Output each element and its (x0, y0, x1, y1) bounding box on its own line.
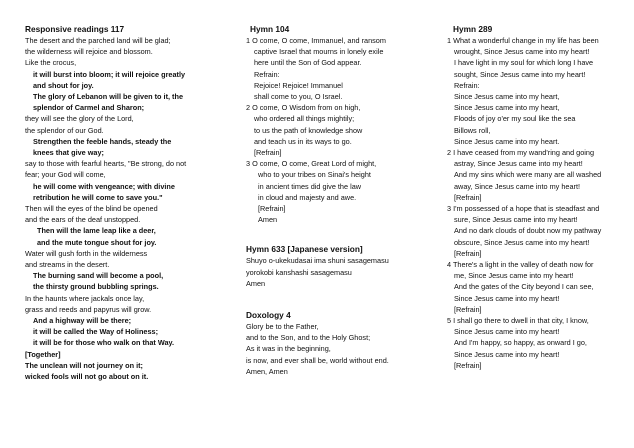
doxology-line: As it was in the beginning, (246, 344, 331, 354)
hymn289-line: Billows roll, (454, 125, 491, 135)
responsive-line: Then will the eyes of the blind be opened (25, 204, 158, 214)
responsive-line: wicked fools will not go about on it. (25, 372, 149, 382)
responsive-line: the splendor of our God. (25, 125, 104, 135)
doxology-title: Doxology 4 (246, 310, 291, 321)
responsive-line: and the mute tongue shout for joy. (37, 237, 157, 247)
responsive-line: it will be called the Way of Holiness; (33, 327, 159, 337)
hymn289-line: Since Jesus came into my heart, (454, 92, 560, 102)
responsive-line: splendor of Carmel and Sharon; (33, 103, 145, 113)
hymn289-line: And my sins which were many are all washed (454, 170, 602, 180)
hymn104-line: who to your tribes on Sinai's height (258, 170, 371, 180)
hymn289-line: [Refrain] (454, 248, 482, 258)
responsive-line: it will be for those who walk on that Way. (33, 338, 175, 348)
hymn289-line: I have light in my soul for which long I have (454, 58, 594, 68)
hymn289-line: astray, Since Jesus came into my heart! (454, 159, 583, 169)
hymn104-line: in cloud and majesty and awe. (258, 192, 357, 202)
hymn289-line: [Refrain] (454, 360, 482, 370)
responsive-line: and shout for joy. (33, 80, 94, 90)
responsive-line: Strengthen the feeble hands, steady the (33, 136, 172, 146)
doxology-line: is now, and ever shall be, world without end. (246, 355, 389, 365)
responsive-line: The desert and the parched land will be glad; (25, 36, 171, 45)
responsive-line: knees that give way; (33, 148, 104, 158)
responsive-reading-column (25, 23, 225, 382)
responsive-line: fear; your God will come, (25, 170, 106, 180)
hymn289-line: Since Jesus came into my heart! (454, 293, 560, 303)
hymn104-line: who ordered all things mightily; (254, 114, 355, 124)
hymn289-line: 2 I have ceased from my wand'ring and going (447, 148, 595, 158)
hymn104-line: shall come to you, O Israel. (254, 92, 343, 102)
hymn289-line: Since Jesus came into my heart! (454, 327, 560, 337)
doxology-lines (238, 321, 438, 377)
hymn-633-lines (238, 255, 438, 289)
hymn104-line: 2 O come, O Wisdom from on high, (246, 103, 361, 113)
hymn289-line: [Refrain] (454, 192, 482, 202)
hymn104-line: captive Israel that mourns in lonely exile (254, 47, 384, 57)
hymn-633-section (238, 243, 438, 289)
hymn289-line: sure, Since Jesus came into my heart! (454, 215, 578, 225)
middle-column (238, 23, 438, 377)
responsive-line: In the haunts where jackals once lay, (25, 293, 145, 303)
hymn289-line: 3 I'm possessed of a hope that is steadfast and (447, 204, 600, 214)
responsive-line: they will see the glory of the Lord, (25, 114, 134, 124)
hymn633-line: Shuyo o-ukekudasai ima shuni sasagemasu (246, 256, 389, 266)
responsive-line: The unclean will not journey on it; (25, 360, 143, 370)
doxology-line: Glory be to the Father, (246, 322, 319, 332)
hymn289-line: Since Jesus came into my heart. (454, 136, 560, 146)
responsive-line: the wilderness will rejoice and blossom. (25, 47, 153, 57)
hymn104-line: [Refrain] (258, 204, 286, 214)
hymn289-line: And no dark clouds of doubt now my pathway (454, 226, 602, 236)
hymn104-line: Rejoice! Rejoice! Immanuel (254, 80, 343, 90)
responsive-line: and streams in the desert. (25, 260, 110, 270)
responsive-line: the thirsty ground bubbling springs. (33, 282, 159, 292)
responsive-line: say to those with fearful hearts, "Be strong, do not (25, 159, 187, 169)
hymn633-line: yorokobi kanshashi sasagemasu (246, 267, 352, 277)
doxology-line: Amen, Amen (246, 366, 288, 376)
hymn633-line: Amen (246, 278, 266, 288)
hymn289-line: me, Since Jesus came into my heart! (454, 271, 574, 281)
responsive-line: retribution he will come to save you." (33, 192, 163, 202)
hymn104-line: here until the Son of God appear. (254, 58, 362, 68)
hymn-289-lines (441, 35, 633, 371)
responsive-line: [Together] (25, 349, 61, 359)
hymn289-line: 4 There's a light in the valley of death now for (447, 260, 594, 270)
hymn-289-column (441, 23, 633, 371)
responsive-line: grass and reeds and papyrus will grow. (25, 304, 152, 314)
responsive-line: Like the crocus, (25, 58, 77, 68)
hymn289-line: obscure, Since Jesus came into my heart! (454, 237, 590, 247)
responsive-line: Water will gush forth in the wilderness (25, 248, 148, 258)
responsive-line: And a highway will be there; (33, 316, 132, 326)
hymn289-line: wrought, Since Jesus came into my heart! (454, 47, 590, 57)
hymn-289-title: Hymn 289 (453, 24, 493, 34)
hymn104-line: Refrain: (254, 69, 280, 79)
hymn289-line: 5 I shall go there to dwell in that city, I know, (447, 316, 589, 326)
responsive-reading-lines (25, 35, 225, 382)
hymn289-line: away, Since Jesus came into my heart! (454, 181, 580, 191)
hymn289-line: Refrain: (454, 80, 480, 90)
responsive-line: it will burst into bloom; it will rejoice greatly (33, 69, 186, 79)
hymn104-line: in ancient times did give the law (258, 181, 362, 191)
hymn104-line: and teach us in its ways to go. (254, 136, 352, 146)
responsive-line: The burning sand will become a pool, (33, 271, 164, 281)
doxology-line: and to the Son, and to the Holy Ghost; (246, 333, 371, 343)
hymn-104-lines (238, 35, 438, 225)
responsive-line: he will come with vengeance; with divine (33, 181, 175, 191)
responsive-line: The glory of Lebanon will be given to it, the (33, 92, 183, 102)
responsive-line: Then will the lame leap like a deer, (37, 226, 156, 236)
hymn289-line: Floods of joy o'er my soul like the sea (454, 114, 576, 124)
hymn289-line: And the gates of the City beyond I can see, (454, 282, 594, 292)
hymn104-line: [Refrain] (254, 148, 282, 158)
hymn289-line: [Refrain] (454, 304, 482, 314)
hymn289-line: sought, Since Jesus came into my heart! (454, 69, 586, 79)
hymn-104-section (238, 23, 438, 225)
hymn289-line: Since Jesus came into my heart! (454, 349, 560, 359)
hymn289-line: And I'm happy, so happy, as onward I go, (454, 338, 587, 348)
doxology-section (238, 309, 438, 377)
hymn-104-title: Hymn 104 (250, 24, 290, 34)
hymn104-line: 3 O come, O come, Great Lord of might, (246, 159, 377, 169)
hymn104-line: Amen (258, 215, 278, 225)
hymn289-line: 1 What a wonderful change in my life has been (447, 36, 599, 45)
hymn289-line: Since Jesus came into my heart, (454, 103, 560, 113)
responsive-line: and the ears of the deaf unstopped. (25, 215, 141, 225)
hymn104-line: to us the path of knowledge show (254, 125, 363, 135)
responsive-reading-title: Responsive readings 117 (25, 24, 125, 34)
hymn104-line: 1 O come, O come, Immanuel, and ransom (246, 36, 386, 45)
hymn-633-title: Hymn 633 [Japanese version] (246, 244, 363, 255)
